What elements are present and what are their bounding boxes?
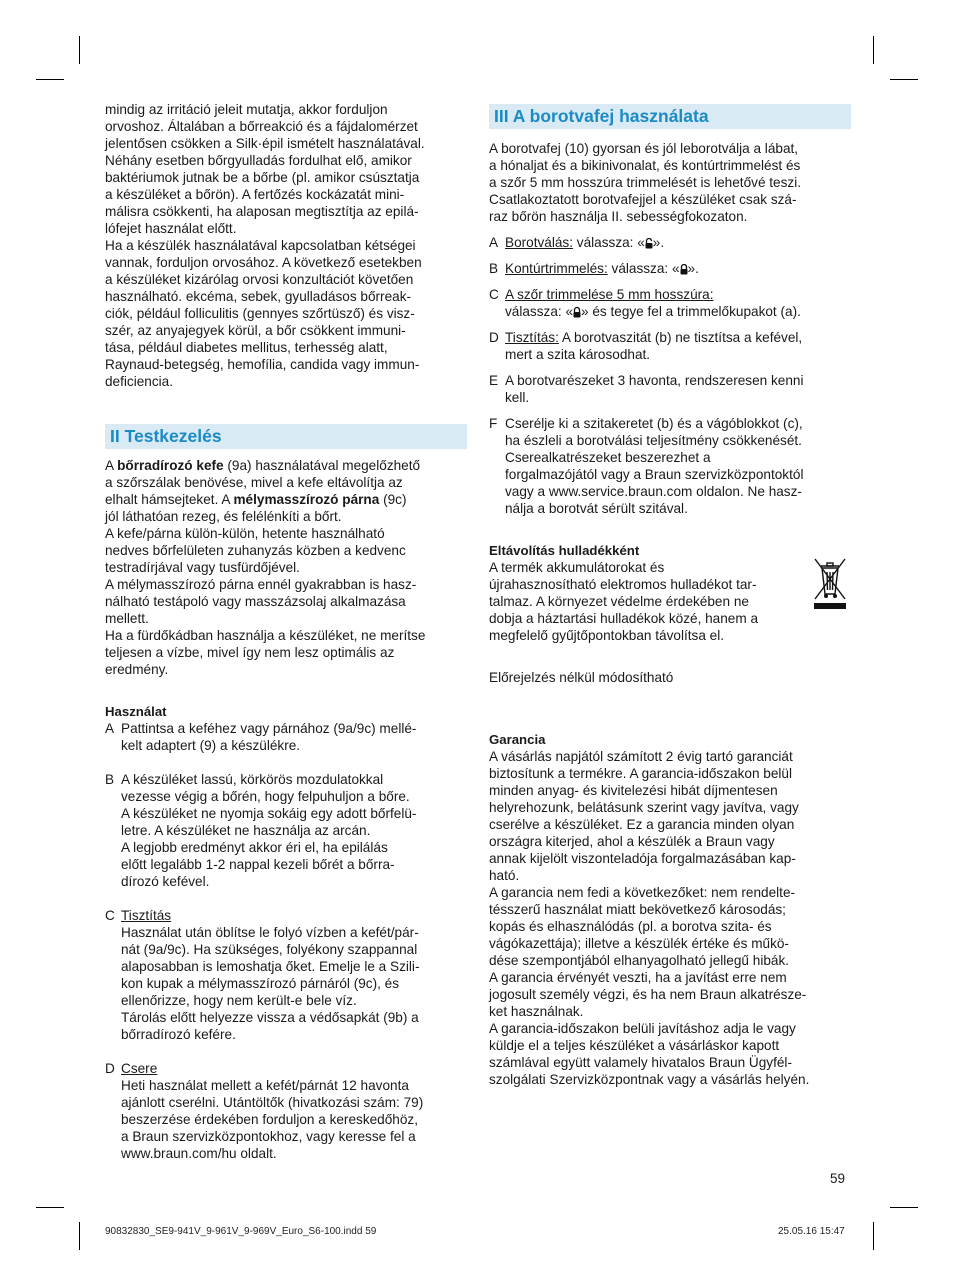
step-text	[505, 234, 851, 251]
text-run: » és tegye fel a trimmelőkupakot (a).	[581, 304, 801, 319]
lock-closed-icon	[680, 264, 688, 275]
step-label: B	[105, 772, 115, 787]
text-run: válassza: «	[607, 261, 680, 276]
disposal-title: Eltávolítás hulladékként	[489, 543, 640, 558]
usage-title: Használat	[105, 704, 167, 719]
notice-text: Előrejelzés nélkül módosítható	[489, 670, 674, 685]
bold-term: mélymasszírozó párna	[233, 492, 380, 507]
footer-file: 90832830_SE9-941V_9-961V_9-969V_Euro_S6-100.indd 59	[105, 1226, 377, 1237]
step-heading: Borotválás:	[505, 235, 574, 250]
crop-mark	[79, 1222, 80, 1250]
step-label: F	[489, 416, 498, 431]
crossed-bin-icon	[812, 556, 848, 612]
step-heading: Kontúrtrimmelés:	[505, 261, 608, 276]
text-run: (9c) jól láthatóan rezeg, és felélénkíti a bőrt. A kefe/párna külön-külön, hetente használható nedves bőrfelületen zuhanyzás közben a kedvenc testradírjával vagy tusfürdőjével. A mélymasszírozó párna ennél gyakrabban is hasz- nálható testápoló vagy masszázsolaj alkalmazása mellett. Ha a fürdőkádban használja a készüléket, ne merítse teljesen a vízbe, mivel így nem lesz optimális az eredmény.	[105, 492, 426, 677]
step-text: A készüléket lassú, körkörös mozdulatokkal vezesse végig a bőrén, hogy felpuhuljon a bőre. A készüléket ne nyomja sokáig egy adott bőrfelü- letre. A készüléket ne használja az arcán. A legjobb eredményt akkor éri el, ha epilálás előtt legalább 1-2 nappal kezeli bőrét a bőrra- dírozó kefével.	[121, 772, 417, 889]
shaver-step-b	[489, 260, 851, 277]
step-text: Cserélje ki a szitakeretet (b) és a vágóblokkot (c), ha észleli a borotválási teljesítmény csökkenését. Cserealkatrészeket beszerezhet a forgalmazójától vagy a Braun szervizközpontoktól vagy a www.service.braun.com oldalon. Ne hasz- nálja a borotvát sérült szitával.	[505, 416, 804, 516]
disposal-text: A termék akkumulátorokat és újrahasznosítható elektromos hulladékot tar- talmaz. A környezet védelme érdekében ne dobja a háztartási hulladékok közé, hanem a megfelelő gyűjtőpontokban távolítsa el.	[489, 560, 759, 643]
page-number: 59	[830, 1171, 846, 1186]
crop-mark	[79, 36, 80, 64]
crop-mark	[890, 1207, 918, 1208]
crop-mark	[36, 79, 64, 80]
right-column	[489, 104, 851, 1088]
text-run: A borotvaszitát (b) ne tisztítsa a kefével, mert a szita károsodhat.	[505, 330, 803, 362]
shaver-step-a	[489, 234, 851, 251]
step-text: Használat után öblítse le folyó vízben a kefét/pár- nát (9a/9c). Ha szükséges, folyékony szappannal alaposabban is lemoshatja őket. Emelje le a Szili- kon kupak a mélymasszírozó párnáról (9c), és ellenőrizze, hogy nem került-e bele víz. Tárolás előtt helyezze vissza a védősapkát (9b) a bőrradírozó kefére.	[121, 925, 420, 1042]
usage-step-c	[105, 907, 467, 1043]
step-text	[505, 329, 851, 363]
step-heading: A szőr trimmelése 5 mm hosszúra:	[505, 287, 714, 302]
step-heading: Tisztítás	[121, 908, 172, 923]
step-heading: Tisztítás:	[505, 330, 559, 345]
step-label: D	[489, 330, 499, 345]
footer-date: 25.05.16 15:47	[778, 1226, 845, 1237]
text-run: válassza: «	[573, 235, 645, 250]
usage-step-d	[105, 1060, 467, 1162]
step-text	[505, 260, 851, 277]
step-label: E	[489, 373, 499, 388]
lock-closed-icon	[573, 307, 581, 318]
step-heading: Csere	[121, 1061, 158, 1076]
step-label: D	[105, 1061, 115, 1076]
warranty-text: A vásárlás napjától számított 2 évig tartó garanciát biztosítunk a termékre. A garancia-időszakon belül minden anyag- és kivitelezési hibát díjmentesen helyrehozunk, belátásunk szerint vagy javítva, vagy cserélve a készüléket. Ez a garancia minden olyan országra kiterjed, ahol a készülék a Braun vagy annak kijelölt viszonteladója forgalmazásában kap- ható. A garancia nem fedi a következőket: nem rendelte- tésszerű használat miatt bekövetkező károsodás; kopás és elhasználódás (pl. a borotva szita- és vágókazettája); illetve a készülék értéke és műkö- dése szempontjából elhanyagolható jellegű hibák. A garancia érvényét veszti, ha a javítást erre nem jogosult személy végzi, és ha nem Braun alkatrésze- ket használnak. A garancia-időszakon belüli javításhoz adja le vagy küldje el a teljes készüléket a vásárláskor kapott számlával együtt valamely hivatalos Braun Ügyfél- szolgálati Szervizközpontnak vagy a vásárlás helyén.	[489, 749, 810, 1087]
text-run: (9a) használatával megelőzhető a szőrszálak benövése, mivel a kefe eltávolítja az elhalt hámsejteket. A	[105, 458, 421, 507]
text-run: A	[105, 458, 118, 473]
step-text: Heti használat mellett a kefét/párnát 12 havonta ajánlott cserélni. Utántöltők (hivatkozási szám: 79) beszerzése érdekében forduljon a kereskedőhöz, a Braun szervizközpontokhoz, vagy keresse fel a www.braun.com/hu oldalt.	[121, 1078, 424, 1161]
crop-mark	[890, 79, 918, 80]
step-label: A	[489, 235, 499, 250]
step-text: A borotvarészeket 3 havonta, rendszeresen kenni kell.	[505, 373, 804, 405]
step-label: B	[489, 261, 499, 276]
step-text: Pattintsa a keféhez vagy párnához (9a/9c) mellé- kelt adaptert (9) a készülékre.	[121, 721, 417, 753]
crop-mark	[873, 36, 874, 64]
shaver-step-e	[489, 372, 851, 406]
text-run: ».	[652, 235, 665, 250]
section-title-testkezeles: II Testkezelés	[105, 424, 467, 449]
left-intro: mindig az irritáció jeleit mutatja, akkor forduljon orvoshoz. Általában a bőrreakció és a fájdalomérzet jelentősen csökken a Silk·épil ismételt használatával. Néhány esetben bőrgyulladás fordulhat elő, amikor baktériumok jutnak be a bőrbe (pl. amikor csúsztatja a készüléket a bőrön). A fertőzés kockázatát mini- málisra csökkenti, ha alaposan megtisztítja az epilá- lófejet használat előtt. Ha a készülék használatával kapcsolatban kétségei vannak, forduljon orvosához. A következő esetekben a készüléket kizárólag orvosi konzultációt követően használható. ekcéma, sebek, gyulladásos bőrreak- ciók, például folliculitis (gennyes szőrtüsző) és visz- szér, az anyajegyek körül, a bőr csökkent immuni- tása, például diabetes mellitus, terhesség alatt, Raynaud-betegség, hemofília, candida vagy immun- deficiencia.	[105, 102, 425, 389]
step-label: C	[105, 908, 115, 923]
step-label: C	[489, 287, 499, 302]
shaver-step-d	[489, 329, 851, 363]
text-run: ».	[687, 261, 699, 276]
bold-term: bőrradírozó kefe	[117, 458, 224, 473]
lock-open-icon	[645, 238, 653, 249]
shaver-step-c	[489, 286, 851, 320]
crop-mark	[36, 1207, 64, 1208]
shaver-intro: A borotvafej (10) gyorsan és jól leborotválja a lábat, a hónaljat és a bikinivonalat, és kontúrtrimmelést és a szőr 5 mm hosszúra trimmelését is lehetővé teszi. Csatlakoztatott borotvafejjel a készüléket csak szá- raz bőrön használja II. sebességfokozaton.	[489, 141, 802, 224]
usage-step-a	[105, 720, 467, 754]
left-column	[105, 101, 467, 1162]
text-run: válassza: «	[505, 304, 574, 319]
crop-mark	[873, 1222, 874, 1250]
step-label: A	[105, 721, 115, 736]
body-care-paragraph	[105, 457, 467, 678]
section-title-borotvafej: III A borotvafej használata	[489, 104, 851, 129]
shaver-step-f	[489, 415, 851, 517]
warranty-title: Garancia	[489, 732, 546, 747]
usage-step-b	[105, 771, 467, 890]
